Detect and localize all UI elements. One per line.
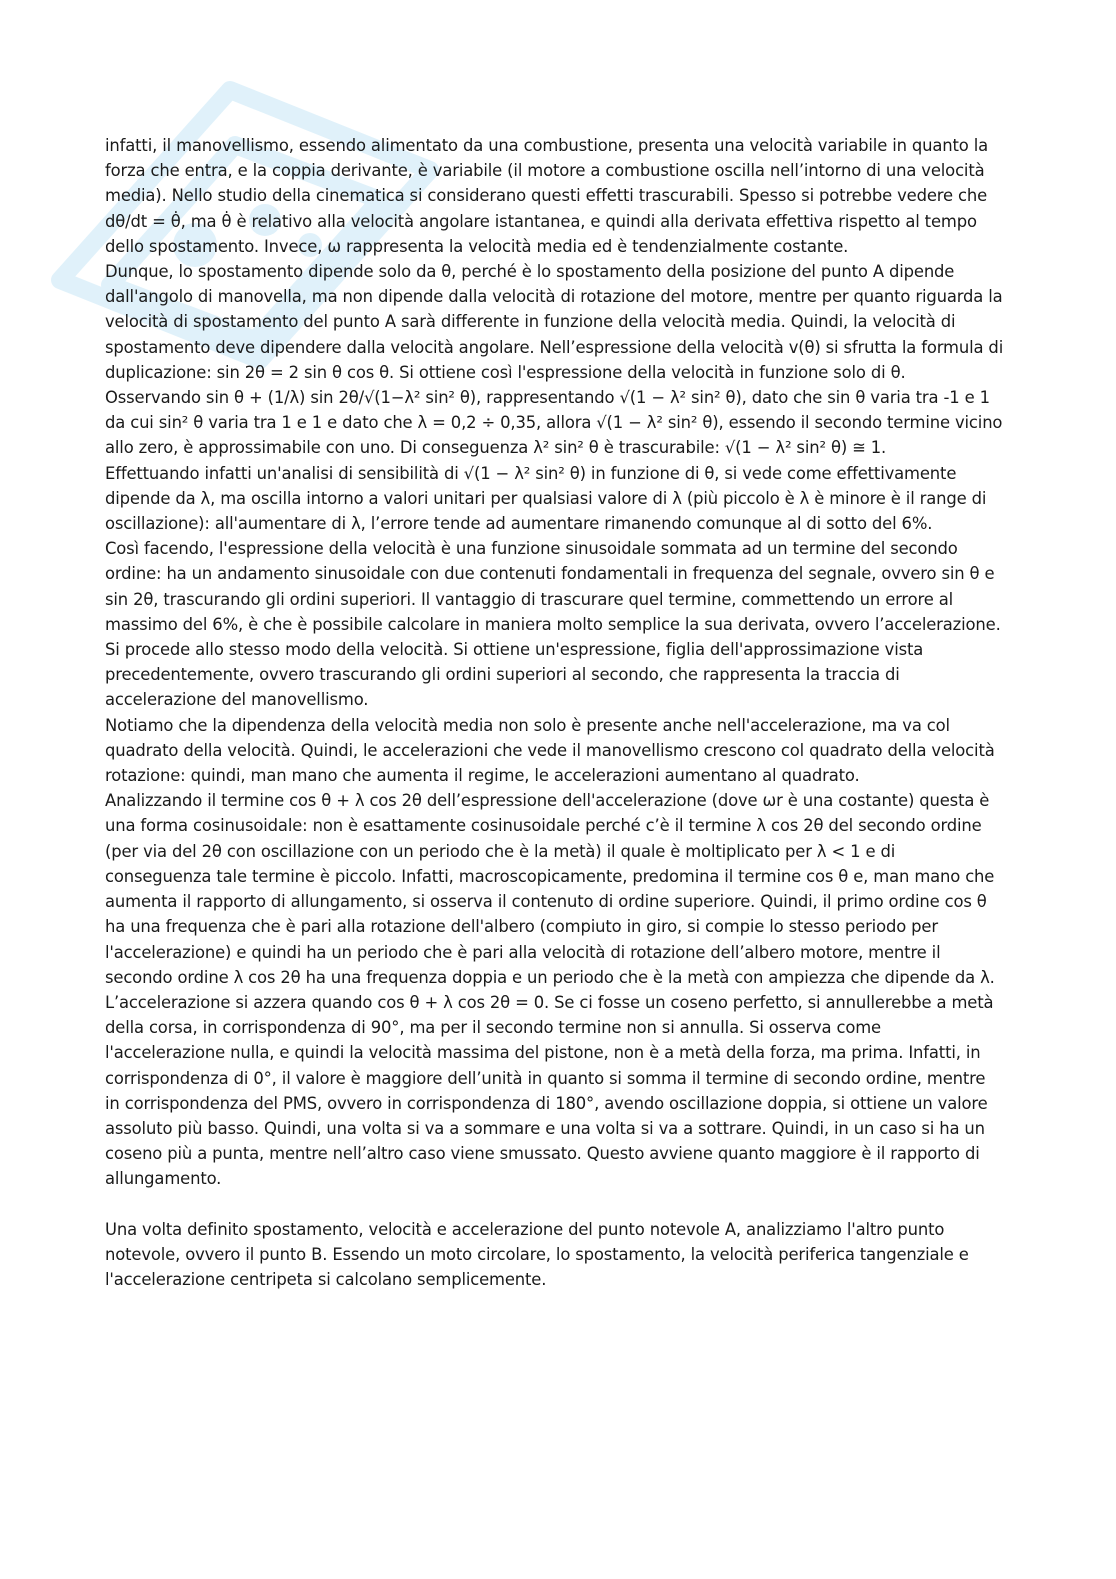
- paragraph-4: Effettuando infatti un'analisi di sensibilità di √(1 − λ² sin² θ) in funzione di θ, si vede come effettivamente dipende da λ, ma oscilla intorno a valori unitari per qualsiasi valore di λ (più piccolo è λ è minore è il range di oscillazione): all'aumentare di λ, l’errore tende ad aumentare rimanendo comunque al di sotto del 6%.: [105, 463, 987, 534]
- paragraph-5: Così facendo, l'espressione della velocità è una funzione sinusoidale sommata ad un termine del secondo ordine: ha un andamento sinusoidale con due contenuti fondamentali in frequenza del segnale, ovvero sin θ e sin 2θ, trascurando gli ordini superiori. Il vantaggio di trascurare quel termine, commettendo un errore al massimo del 6%, è che è possibile calcolare in maniera molto semplice la sua derivata, ovvero l’accelerazione. Si procede allo stesso modo della velocità. Si ottiene un'espressione, figlia dell'approssimazione vista precedentemente, ovvero trascurando gli ordini superiori al secondo, che rappresenta la traccia di accelerazione del manovellismo.: [105, 539, 1001, 710]
- paragraph-2: Dunque, lo spostamento dipende solo da θ, perché è lo spostamento della posizione del punto A dipende dall'angolo di manovella, ma non dipende dalla velocità di rotazione del motore, mentre per quanto riguarda la velocità di spostamento del punto A sarà differente in funzione della velocità media. Quindi, la velocità di spostamento deve dipendere dalla velocità angolare. Nell’espressione della velocità v(θ) si sfrutta la formula di duplicazione: sin 2θ = 2 sin θ cos θ. Si ottiene così l'espressione della velocità in funzione solo di θ.: [105, 262, 1004, 382]
- paragraph-9: Una volta definito spostamento, velocità e accelerazione del punto notevole A, analizziamo l'altro punto notevole, ovvero il punto B. Essendo un moto circolare, lo spostamento, la velocità periferica tangenziale e l'accelerazione centripeta si calcolano semplicemente.: [105, 1219, 969, 1289]
- paragraph-8: L’accelerazione si azzera quando cos θ + λ cos 2θ = 0. Se ci fosse un coseno perfetto, si annullerebbe a metà della corsa, in corrispondenza di 90°, ma per il secondo termine non si annulla. Si osserva come l'accelerazione nulla, e quindi la velocità massima del pistone, non è a metà della forza, ma prima. Infatti, in corrispondenza di 0°, il valore è maggiore dell’unità in quanto si somma il termine di secondo ordine, mentre in corrispondenza del PMS, ovvero in corrispondenza di 180°, avendo oscillazione doppia, si ottiene un valore assoluto più basso. Quindi, una volta si va a sommare e una volta si va a sottrare. Quindi, in un caso si ha un coseno più a punta, mentre nell’altro caso viene smussato. Questo avviene quanto maggiore è il rapporto di allungamento.: [105, 992, 994, 1189]
- paragraph-1: infatti, il manovellismo, essendo alimentato da una combustione, presenta una velocità variabile in quanto la forza che entra, e la coppia derivante, è variabile (il motore a combustione oscilla nell’intorno di una velocità media). Nello studio della cinematica si considerano questi effetti trascurabili. Spesso si potrebbe vedere che dθ/dt = θ̇, ma θ̇ è relativo alla velocità angolare istantanea, e quindi alla derivata effettiva rispetto al tempo dello spostamento. Invece, ω rappresenta la velocità media ed è tendenzialmente costante.: [105, 136, 989, 256]
- paragraph-spacer: [105, 1192, 1005, 1217]
- paragraph-3: Osservando sin θ + (1/λ) sin 2θ/√(1−λ² sin² θ), rappresentando √(1 − λ² sin² θ), dato che sin θ varia tra -1 e 1 da cui sin² θ varia tra 1 e 1 e dato che λ = 0,2 ÷ 0,35, allora √(1 − λ² sin² θ), essendo il secondo termine vicino allo zero, è approssimabile con uno. Di conseguenza λ² sin² θ è trascurabile: √(1 − λ² sin² θ) ≅ 1.: [105, 388, 1003, 458]
- paragraph-6: Notiamo che la dipendenza della velocità media non solo è presente anche nell'accelerazione, ma va col quadrato della velocità. Quindi, le accelerazioni che vede il manovellismo crescono col quadrato della velocità rotazione: quindi, man mano che aumenta il regime, le accelerazioni aumentano al quadrato.: [105, 715, 995, 786]
- paragraph-7: Analizzando il termine cos θ + λ cos 2θ dell’espressione dell'accelerazione (dove ωr è una costante) questa è una forma cosinusoidale: non è esattamente cosinusoidale perché c’è il termine λ cos 2θ del secondo ordine (per via del 2θ con oscillazione con un periodo che è la metà) il quale è moltiplicato per λ < 1 e di conseguenza tale termine è piccolo. Infatti, macroscopicamente, predomina il termine cos θ e, man mano che aumenta il rapporto di allungamento, si osserva il contenuto di ordine superiore. Quindi, il primo ordine cos θ ha una frequenza che è pari alla rotazione dell'albero (compiuto in giro, si compie lo stesso periodo per l'accelerazione) e quindi ha un periodo che è pari alla velocità di rotazione dell’albero motore, mentre il secondo ordine λ cos 2θ ha una frequenza doppia e un periodo che è la metà con ampiezza che dipende da λ.: [105, 791, 995, 987]
- document-body: [105, 133, 1005, 1292]
